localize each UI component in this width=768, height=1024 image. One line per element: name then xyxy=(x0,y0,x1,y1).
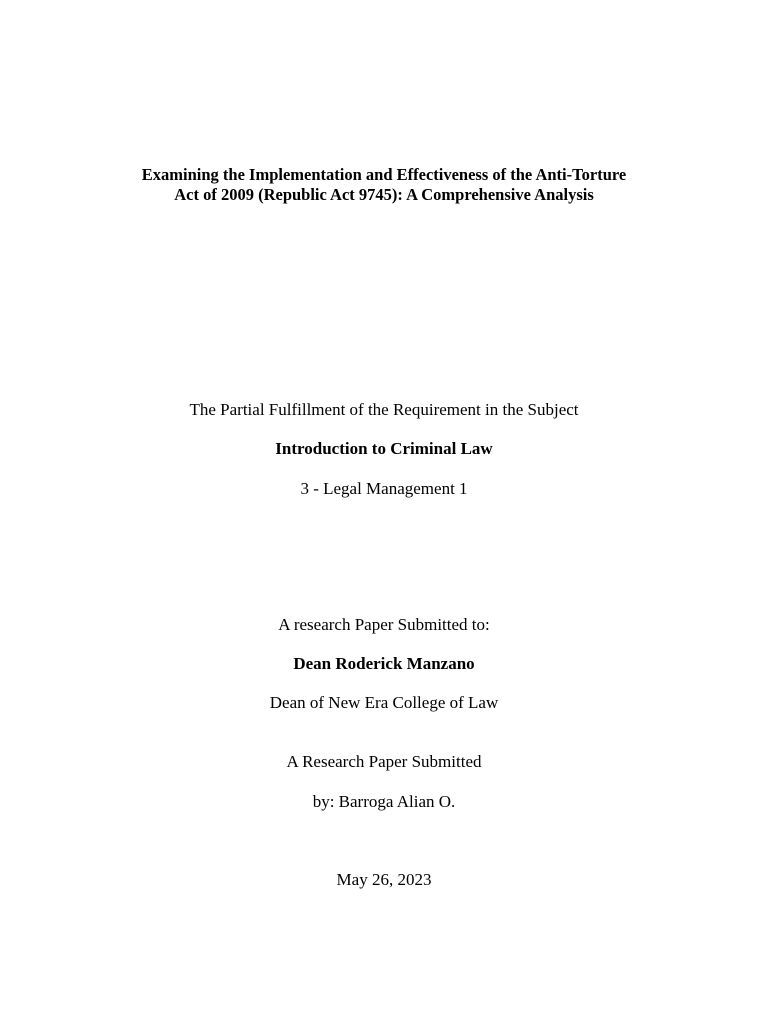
paper-title-line-2: Act of 2009 (Republic Act 9745): A Comprehensive Analysis xyxy=(174,185,594,204)
fulfillment-statement: The Partial Fulfillment of the Requirement in the Subject xyxy=(189,400,579,419)
submitted-to-label: A research Paper Submitted to: xyxy=(278,615,490,634)
paper-title-line-1: Examining the Implementation and Effectiveness of the Anti-Torture xyxy=(141,165,627,184)
author-name: by: Barroga Alian O. xyxy=(312,792,456,811)
subject-name: Introduction to Criminal Law xyxy=(275,439,493,458)
submitted-by-label: A Research Paper Submitted xyxy=(286,752,482,771)
recipient-title: Dean of New Era College of Law xyxy=(269,693,499,712)
recipient-name: Dean Roderick Manzano xyxy=(293,654,475,673)
submission-date: May 26, 2023 xyxy=(336,870,432,889)
course-section: 3 - Legal Management 1 xyxy=(300,479,468,498)
